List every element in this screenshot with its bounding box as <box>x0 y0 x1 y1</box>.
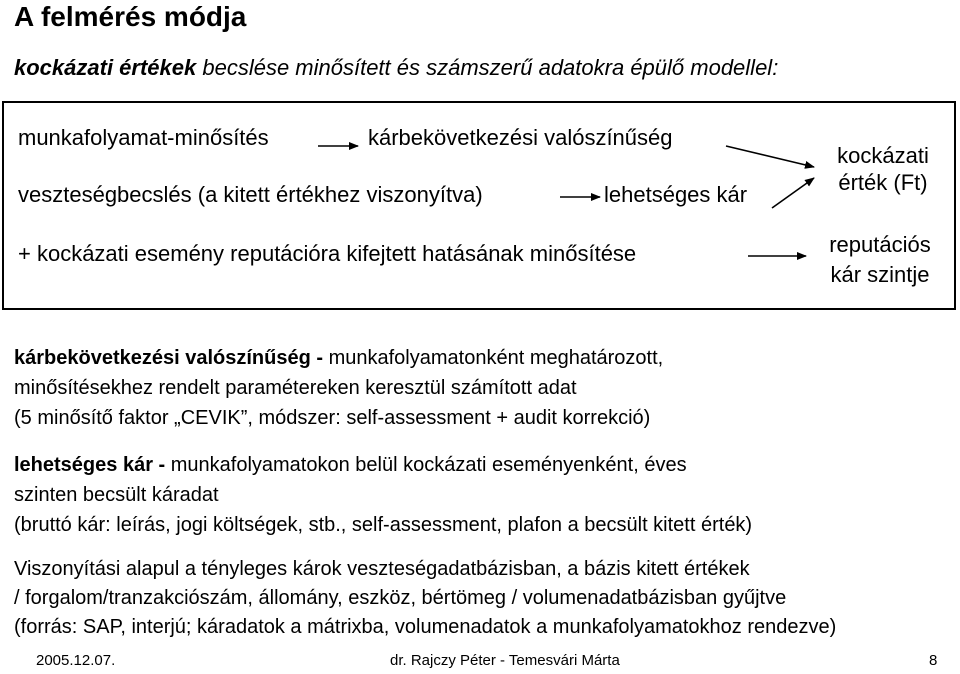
result-risk-line1: kockázati <box>837 143 929 168</box>
para-probability-line3: (5 minősítő faktor „CEVIK”, módszer: self-assessment + audit korrekció) <box>14 407 651 429</box>
para-reference-base <box>14 555 836 642</box>
row1-right: kárbekövetkezési valószínűség <box>368 125 673 150</box>
para-possible-loss-line1: munkafolyamatokon belül kockázati eseményenként, éves <box>170 454 687 476</box>
para-probability <box>14 343 663 433</box>
result-risk-line2: érték (Ft) <box>838 170 928 195</box>
result-reputation-line2: kár szintje <box>830 262 930 287</box>
para-probability-line1: munkafolyamatonként meghatározott, <box>328 347 664 369</box>
result-risk-value <box>818 142 948 196</box>
para-reference-line2: / forgalom/tranzakciószám, állomány, eszköz, bértömeg / volumenadatbázisban gyűjtve <box>14 587 787 609</box>
row3-left: + kockázati esemény reputációra kifejtett hatásának minősítése <box>18 241 637 266</box>
para-possible-loss-line2: szinten becsült káradat <box>14 484 219 506</box>
subtitle-bold: kockázati értékek <box>14 55 197 80</box>
footer-date: 2005.12.07. <box>36 652 116 669</box>
result-reputation-line1: reputációs <box>829 232 931 257</box>
para-possible-loss-term: lehetséges kár - <box>14 454 171 476</box>
footer-page-number: 8 <box>929 652 938 669</box>
subtitle-rest: becslése minősített és számszerű adatokra épülő modellel: <box>196 55 779 80</box>
footer-author: dr. Rajczy Péter - Temesvári Márta <box>390 652 620 669</box>
subtitle <box>14 55 778 81</box>
para-possible-loss <box>14 450 752 540</box>
row1-left: munkafolyamat-minősítés <box>18 125 269 150</box>
para-probability-term: kárbekövetkezési valószínűség - <box>14 347 329 369</box>
para-possible-loss-line3: (bruttó kár: leírás, jogi költségek, stb., self-assessment, plafon a becsült kitett érték) <box>14 514 753 536</box>
para-reference-line3: (forrás: SAP, interjú; káradatok a mátrixba, volumenadatok a munkafolyamatokhoz rendezve) <box>14 616 837 638</box>
para-reference-line1: Viszonyítási alapul a tényleges károk veszteségadatbázisban, a bázis kitett értékek <box>14 558 750 580</box>
row2-right: lehetséges kár <box>604 182 748 207</box>
row2-left: veszteségbecslés (a kitett értékhez viszonyítva) <box>18 182 483 207</box>
page-title: A felmérés módja <box>14 1 247 32</box>
para-probability-line2: minősítésekhez rendelt paramétereken keresztül számított adat <box>14 377 577 399</box>
result-reputation <box>810 230 950 290</box>
